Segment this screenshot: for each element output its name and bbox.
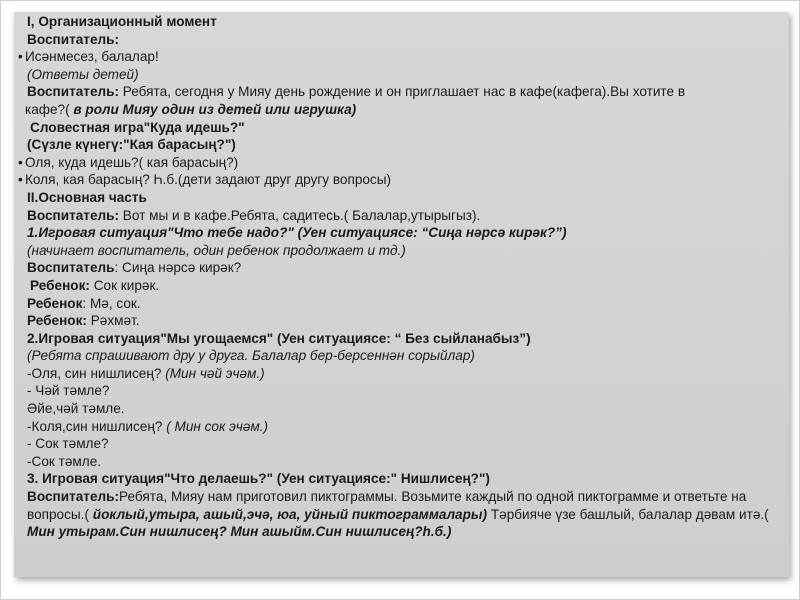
teacher-label: Воспитатель: (27, 31, 120, 47)
text-line: - Чәй тәмле? (27, 383, 110, 399)
text-line: (Ответы детей) (27, 66, 139, 82)
lesson-text (25, 13, 785, 541)
text-paragraph: Воспитатель:Ребята, Мияу нам приготовил пиктограммы. Возьмите каждый по одной пиктограмме и ответьте на вопросы.( йоклый,утыра, ашый,эчә, юа, уйный пиктограммалары) Тәрбияче үзе башлый, балалар дәвам итә.( Мин утырам.Син нишлисең? Мин ашыйм.Син нишлисең?һ.б.) (27, 489, 769, 540)
section-heading: I, Организационный момент (27, 14, 217, 29)
situation-title: 3. Игровая ситуация"Что делаешь?" (Уен ситуациясе:" Нишлисең?") (27, 471, 490, 487)
text-line: Ребенок: Сок кирәк. (30, 277, 160, 293)
text-line: Ребенок: Мә, сок. (27, 295, 141, 311)
section-heading: II.Основная часть (27, 189, 147, 205)
bullet-line: • Оля, куда идешь?( кая барасың?) (25, 154, 785, 172)
text-line: кафе?( в роли Мияу один из детей или игрушка) (25, 101, 357, 117)
text-line: Воспитатель: Вот мы и в кафе.Ребята, садитесь.( Балалар,утырыгыз). (27, 207, 481, 223)
text-line: - Сок тәмле? (27, 436, 109, 452)
text-line: (начинает воспитатель, один ребенок продолжает и тд.) (27, 242, 406, 258)
text-line: Әйе,чәй тәмле. (27, 401, 125, 417)
text-line: -Оля, син нишлисең? (Мин чәй эчәм.) (27, 365, 265, 381)
game-title: (Сүзле күнегү:"Кая барасың?") (27, 137, 236, 153)
bullet-line: • Коля, кая барасың? Һ.б.(дети задают друг другу вопросы) (25, 171, 785, 189)
situation-title: 1.Игровая ситуация"Что тебе надо?" (Уен ситуациясе: “Сиңа нәрсә кирәк?”) (27, 225, 567, 241)
text-line: -Сок тәмле. (27, 453, 102, 469)
text-line: Воспитатель: Сиңа нәрсә кирәк? (27, 260, 242, 276)
text-line: Воспитатель: Ребята, сегодня у Мияу день рождение и он приглашает нас в кафе(кафега).Вы хотите в (27, 84, 686, 100)
game-title: Словестная игра"Куда идешь?" (30, 119, 245, 135)
bullet-line: • Исәнмесез, балалар! (25, 48, 785, 66)
text-line: -Коля,син нишлисең? ( Мин сок эчәм.) (27, 418, 269, 434)
situation-title: 2.Игровая ситуация"Мы угощаемся" (Уен ситуациясе: “ Без сыйланабыз”) (27, 330, 531, 346)
text-line: Ребенок: Рәхмәт. (27, 313, 140, 329)
text-line: (Ребята спрашивают дру у друга. Балалар бер-берсеннән сорыйлар) (27, 348, 475, 364)
